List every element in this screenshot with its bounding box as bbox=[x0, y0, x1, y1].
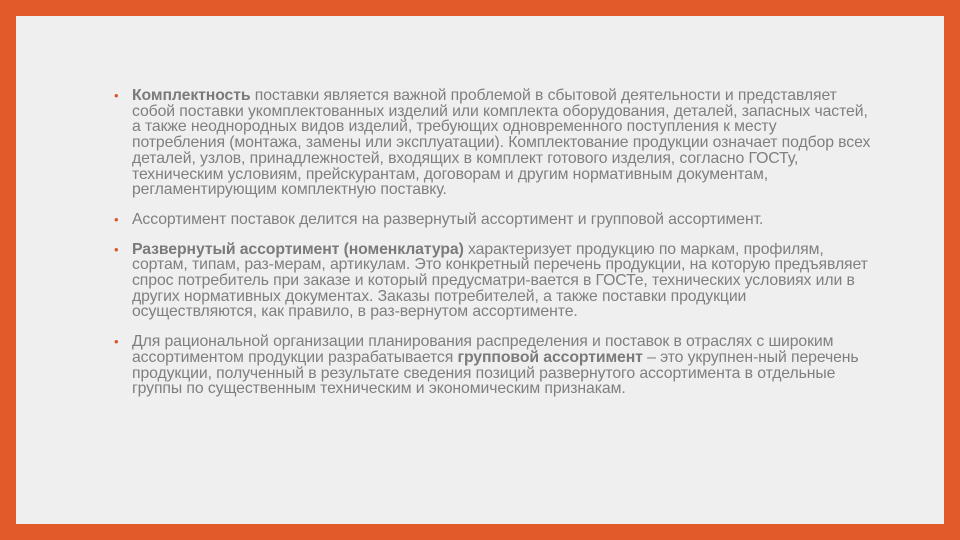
bullet-item-completeness bbox=[112, 88, 872, 198]
bullet-item-expanded-assortment bbox=[112, 242, 872, 321]
bullet-item-group-assortment bbox=[112, 334, 872, 397]
bullet-paragraph bbox=[132, 87, 870, 198]
bullet-text-before: Для рациональной организации планирования распределения и поставок в отраслях с широким ассортиментом продукции разрабатывается bbox=[132, 333, 834, 366]
bullet-text: поставки является важной проблемой в сбытовой деятельности и представляет собой поставки укомплектованных изделий или комплекта оборудования, деталей, запасных частей, а также неоднородных видов изделий, требующих одновременного поступления к месту потребления (монтажа, замены или эксплуатации). Комплектование продукции означает подбор всех деталей, узлов, принадлежностей, входящих в комплект готового изделия, согласно ГОСТу, техническим условиям, прейскурантам, договорам и другим нормативным документам, регламентирующим комплектную поставку. bbox=[132, 87, 871, 199]
bullet-dot: • bbox=[114, 211, 119, 227]
slide bbox=[16, 16, 944, 524]
bullet-dot: • bbox=[114, 88, 119, 103]
term-group-assortment: групповой ассортимент bbox=[457, 348, 643, 366]
term-expanded-assortment: Развернутый ассортимент (номенклатура) bbox=[132, 240, 464, 258]
term-completeness: Комплектность bbox=[132, 87, 251, 104]
bullet-text: Ассортимент поставок делится на развернутый ассортимент и групповой ассортимент. bbox=[132, 210, 764, 228]
bullet-text-after: – это укрупнен-ный перечень продукции, полученный в результате сведения позиций развернутого ассортимента в отдельные группы по существенным техническим и экономическим признакам. bbox=[132, 348, 859, 398]
bullet-text: характеризует продукцию по маркам, профилям, сортам, типам, раз-мерам, артикулам. Это конкретный перечень продукции, на которую предъявляет спрос потребитель при заказе и который предусматри-вается в ГОСТе, технических условиях или в других нормативных документах. Заказы потребителей, а также поставки продукции осуществляются, как правило, в раз-вернутом ассортименте. bbox=[132, 240, 868, 321]
bullet-item-assortment bbox=[112, 212, 872, 228]
bullet-dot: • bbox=[114, 334, 119, 350]
bullet-list bbox=[112, 88, 872, 411]
bullet-paragraph bbox=[132, 333, 859, 397]
bullet-paragraph bbox=[132, 241, 868, 321]
bullet-dot: • bbox=[114, 241, 119, 257]
